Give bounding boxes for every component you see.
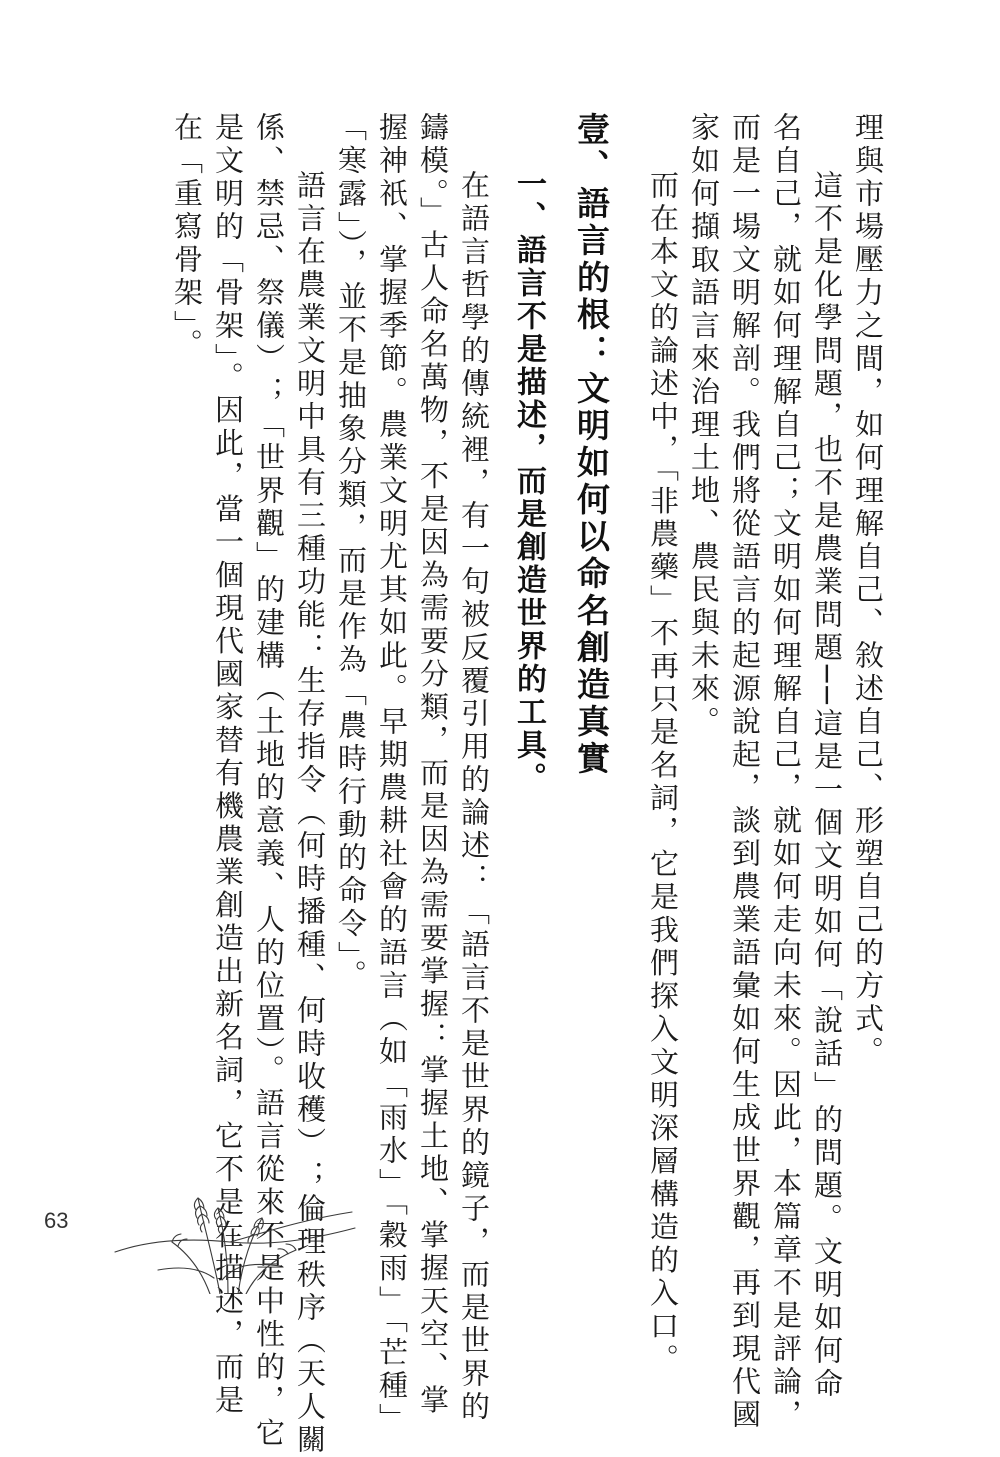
text-column: 這不是化學問題，也不是農業問題──這是一個文明如何「說話」的問題。文明如何命 — [810, 170, 844, 1401]
text-column: 握神祇、掌握季節。農業文明尤其如此。早期農耕社會的語言（如「雨水」「穀雨」「芒種」 — [375, 112, 409, 1436]
text-column: 在語言哲學的傳統裡，有一句被反覆引用的論述：「語言不是世界的鏡子，而是世界的 — [457, 170, 491, 1424]
text-column: 「寒露」），並不是抽象分類，而是作為「農時行動的命令」。 — [334, 112, 368, 993]
subsection-heading: 一、語言不是描述，而是創造世界的工具。 — [511, 168, 546, 795]
rice-stalk-illustration — [110, 1170, 370, 1294]
text-column: 而在本文的論述中，「非農藥」不再只是名詞，它是我們探入文明深層構造的入口。 — [646, 170, 680, 1377]
text-column: 而是一場文明解剖。我們將從語言的起源說起，談到農業語彙如何生成世界觀，再到現代國 — [728, 112, 762, 1432]
text-column: 名自己，就如何理解自己；文明如何理解自己，就如何走向未來。因此，本篇章不是評論， — [769, 112, 803, 1432]
text-column: 語言在農業文明中具有三種功能：生存指令（何時播種、何時收穫）；倫理秩序（天人關 — [293, 170, 327, 1457]
text-column: 家如何擷取語言來治理土地、農民與未來。 — [687, 112, 721, 739]
text-column: 是文明的「骨架」。因此，當一個現代國家替有機農業創造出新名詞，它不是在描述，而是 — [211, 112, 245, 1418]
section-heading: 壹、語言的根：文明如何以命名創造真實 — [572, 112, 611, 778]
page-number: 63 — [44, 1208, 69, 1233]
text-column: 在「重寫骨架」。 — [170, 112, 204, 362]
text-column: 鑄模。」古人命名萬物，不是因為需要分類，而是因為需要掌握：掌握土地、掌握天空、掌 — [416, 112, 450, 1418]
text-column: 理與市場壓力之間，如何理解自己、敘述自己、形塑自己的方式。 — [851, 112, 885, 1069]
text-column: 係、禁忌、祭儀）；「世界觀」的建構（土地的意義、人的位置）。語言從來不是中性的，它 — [252, 112, 286, 1451]
